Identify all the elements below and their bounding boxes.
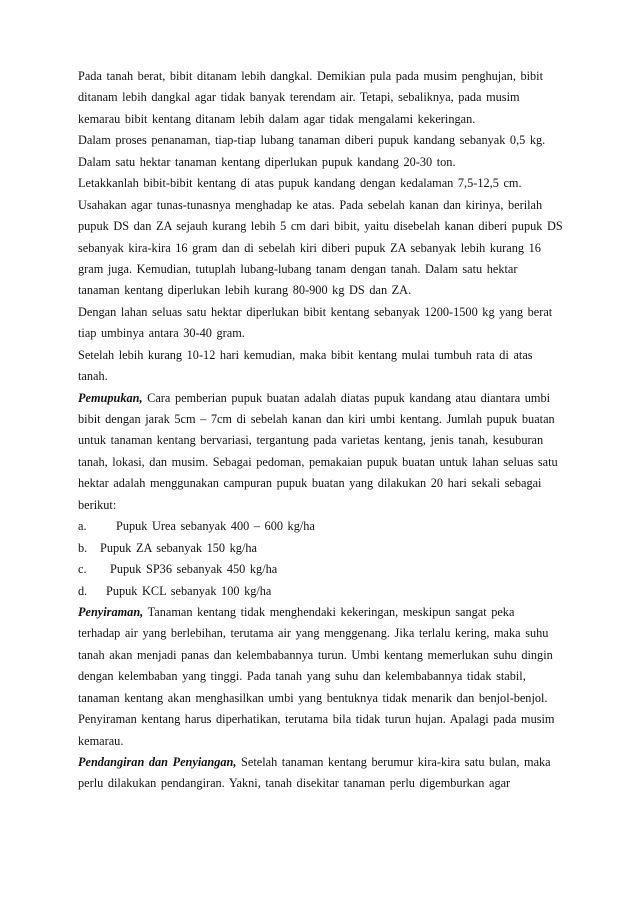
- text-line: [78, 473, 564, 494]
- line-text: Dalam proses penanaman, tiap-tiap lubang tanaman diberi pupuk kandang sebanyak 0,5 kg.: [78, 133, 546, 148]
- text-line: [78, 238, 564, 259]
- section-heading: Pendangiran dan Penyiangan,: [78, 755, 237, 769]
- text-line: [78, 173, 564, 194]
- line-text: bibit dengan jarak 5cm – 7cm di sebelah kanan dan kiri umbi kentang. Jumlah pupuk buatan: [78, 412, 555, 426]
- text-line: [78, 259, 564, 280]
- line-text: kemarau bibit kentang ditanam lebih dalam agar tidak mengalami kekeringan.: [78, 111, 476, 126]
- text-line: [78, 323, 564, 344]
- list-item: [78, 581, 564, 602]
- text-line: [78, 388, 564, 409]
- section-heading: Pemupukan,: [78, 390, 143, 405]
- text-line: [78, 409, 564, 430]
- line-text: Pupuk KCL sebanyak 100 kg/ha: [106, 583, 272, 598]
- line-text: kemarau.: [78, 733, 124, 748]
- line-text: Pupuk ZA sebanyak 150 kg/ha: [100, 540, 257, 555]
- line-text: sebanyak kira-kira 16 gram dan di sebelah kiri diberi pupuk ZA sebanyak lebih kurang 16: [78, 240, 541, 255]
- line-text: hektar adalah menggunakan campuran pupuk buatan yang dilakukan 20 hari sekali sebagai: [78, 476, 542, 491]
- text-line: [78, 216, 564, 237]
- line-text: untuk tanaman kentang bervariasi, tergantung pada varietas kentang, jenis tanah, kesuburan: [78, 433, 544, 448]
- line-text: pupuk DS dan ZA sejauh kurang lebih 5 cm dari bibit, yaitu disebelah kanan diberi pupuk DS: [78, 219, 563, 234]
- document-body: [78, 66, 564, 795]
- line-text: gram juga. Kemudian, tutuplah lubang-lubang tanam dengan tanah. Dalam satu hektar: [78, 261, 518, 276]
- line-text: Pada tanah berat, bibit ditanam lebih dangkal. Demikian pula pada musim penghujan, bibit: [78, 69, 544, 83]
- list-item-marker: c.: [78, 562, 87, 577]
- line-text: tanah.: [78, 369, 108, 384]
- list-item-marker: b.: [78, 540, 88, 555]
- text-line: [78, 280, 564, 301]
- text-line: [78, 87, 564, 108]
- text-line: [78, 452, 564, 473]
- line-text: Penyiraman kentang harus diperhatikan, terutama bila tidak turun hujan. Apalagi pada musim: [78, 712, 555, 727]
- line-text: tiap umbinya antara 30-40 gram.: [78, 326, 245, 341]
- line-text: tanah, lokasi, dan musim. Sebagai pedoman, pemakaian pupuk buatan untuk lahan seluas satu: [78, 454, 558, 469]
- text-line: [78, 645, 564, 666]
- list-item-marker: d.: [78, 583, 88, 598]
- text-line: [78, 688, 564, 709]
- line-text: Letakkanlah bibit-bibit kentang di atas pupuk kandang dengan kedalaman 7,5-12,5 cm.: [78, 176, 522, 191]
- line-text: Tanaman kentang tidak menghendaki kekeringan, meskipun sangat peka: [143, 604, 515, 619]
- line-text: Dalam satu hektar tanaman kentang diperlukan pupuk kandang 20-30 ton.: [78, 154, 456, 169]
- line-text: berikut:: [78, 497, 117, 512]
- text-line: [78, 302, 564, 323]
- text-line: [78, 731, 564, 752]
- text-line: [78, 709, 564, 730]
- line-text: Setelah tanaman kentang berumur kira-kira satu bulan, maka: [236, 755, 551, 769]
- line-text: tanaman kentang akan menghasilkan umbi yang bentuknya tidak menarik dan benjol-benjol.: [78, 690, 548, 705]
- text-line: [78, 773, 564, 794]
- text-line: [78, 495, 564, 516]
- text-line: [78, 195, 564, 216]
- line-text: Pupuk SP36 sebanyak 450 kg/ha: [110, 562, 278, 577]
- text-line: [78, 752, 564, 773]
- line-text: Cara pemberian pupuk buatan adalah diatas pupuk kandang atau diantara umbi: [142, 390, 551, 405]
- line-text: Dengan lahan seluas satu hektar diperlukan bibit kentang sebanyak 1200-1500 kg yang berat: [78, 304, 553, 319]
- text-line: [78, 366, 564, 387]
- text-line: [78, 623, 564, 644]
- text-line: [78, 602, 564, 623]
- text-line: [78, 152, 564, 173]
- line-text: perlu dilakukan pendangiran. Yakni, tanah disekitar tanaman perlu digemburkan agar: [78, 776, 511, 791]
- list-item: [78, 559, 564, 580]
- line-text: terhadap air yang berlebihan, terutama air yang menggenang. Jika terlalu kering, maka suhu: [78, 626, 549, 641]
- text-line: [78, 66, 564, 87]
- list-item: [78, 516, 564, 537]
- list-item: [78, 538, 564, 559]
- line-text: Setelah lebih kurang 10-12 hari kemudian, maka bibit kentang mulai tumbuh rata di atas: [78, 347, 533, 362]
- line-text: tanah akan menjadi panas dan kelembabannya turun. Umbi kentang memerlukan suhu dingin: [78, 647, 553, 662]
- line-text: dengan kelembaban yang tinggi. Pada tanah yang suhu dan kelembabannya tidak stabil,: [78, 669, 526, 684]
- section-heading: Penyiraman,: [78, 604, 144, 619]
- list-item-marker: a.: [78, 519, 87, 534]
- line-text: ditanam lebih dangkal agar tidak banyak terendam air. Tetapi, sebaliknya, pada musim: [78, 90, 520, 105]
- text-line: [78, 430, 564, 451]
- text-line: [78, 130, 564, 151]
- text-line: [78, 345, 564, 366]
- text-line: [78, 109, 564, 130]
- line-text: Pupuk Urea sebanyak 400 – 600 kg/ha: [116, 519, 315, 534]
- text-line: [78, 666, 564, 687]
- line-text: Usahakan agar tunas-tunasnya menghadap ke atas. Pada sebelah kanan dan kirinya, berilah: [78, 197, 543, 212]
- line-text: tanaman kentang diperlukan lebih kurang 80-900 kg DS dan ZA.: [78, 283, 412, 298]
